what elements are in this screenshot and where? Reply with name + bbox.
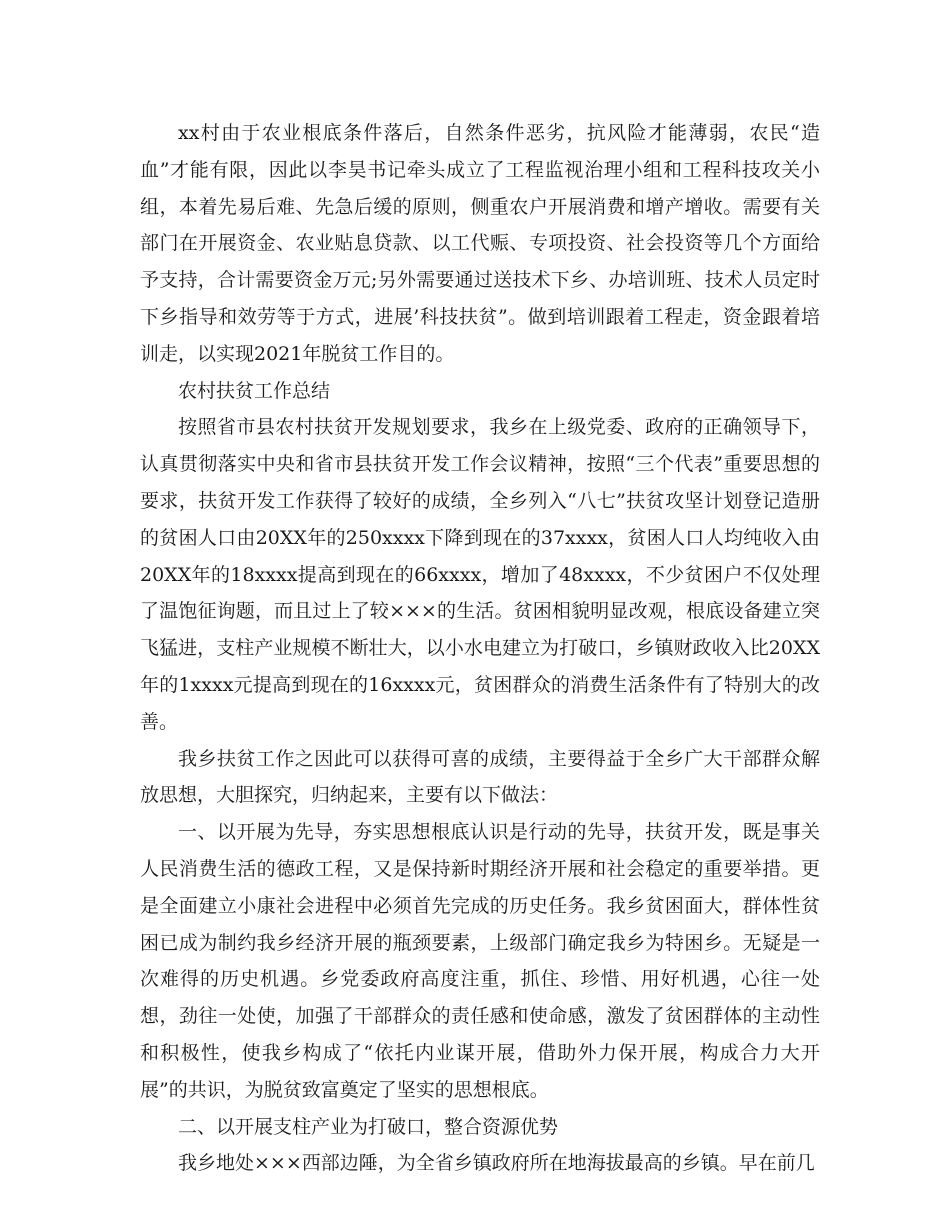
paragraph-village-plan: xx村由于农业根底条件落后，自然条件恶劣，抗风险才能薄弱，农民“造血”才能有限，因此以李昊书记牵头成立了工程监视治理小组和工程科技攻关小组，本着先易后难、先急后缓的原则，侧重农户开展消费和增产增收。需要有关部门在开展资金、农业贴息贷款、以工代赈、专项投资、社会投资等几个方面给予支持，合计需要资金万元;另外需要通过送技术下乡、办培训班、技术人员定时下乡指导和效劳等于方式，进展’科技扶贫”。做到培训跟着工程走，资金跟着培训走，以实现2021年脱贫工作目的。 <box>140 122 820 365</box>
document-body <box>140 115 820 1182</box>
paragraph-point-two-heading: 二、以开展支柱产业为打破口，整合资源优势 <box>178 1115 559 1138</box>
paragraph-geography: 我乡地处×××西部边陲，为全省乡镇政府所在地海拔最高的乡镇。早在前几 <box>178 1152 815 1175</box>
section-heading-summary: 农村扶贫工作总结 <box>178 379 331 402</box>
paragraph-achievements: 按照省市县农村扶贫开发规划要求，我乡在上级党委、政府的正确领导下，认真贯彻落实中央和省市县扶贫开发工作会议精神，按照“三个代表”重要思想的要求，扶贫开发工作获得了较好的成绩，全乡列入“八七”扶贫攻坚计划登记造册的贫困人口由20XX年的250xxxx下降到现在的37xxxx，贫困人口人均纯收入由20XX年的18xxxx提高到现在的66xxxx，增加了48xxxx，不少贫困户不仅处理了温饱征询题，而且过上了较×××的生活。贫困相貌明显改观，根底设备建立突飞猛进，支柱产业规模不断壮大，以小水电建立为打破口，乡镇财政收入比20XX年的1xxxx元提高到现在的16xxxx元，贫困群众的消费生活条件有了特别大的改善。 <box>140 416 820 733</box>
paragraph-point-one: 一、以开展为先导，夯实思想根底认识是行动的先导，扶贫开发，既是事关人民消费生活的德政工程，又是保持新时期经济开展和社会稳定的重要举措。更是全面建立小康社会进程中必须首先完成的历史任务。我乡贫困面大，群体性贫困已成为制约我乡经济开展的瓶颈要素，上级部门确定我乡为特困乡。无疑是一次难得的历史机遇。乡党委政府高度注重，抓住、珍惜、用好机遇，心往一处想，劲往一处使，加强了干部群众的责任感和使命感，激发了贫困群体的主动性和积极性，使我乡构成了“依托内业谋开展，借助外力保开展，构成合力大开展”的共识，为脱贫致富奠定了坚实的思想根底。 <box>140 821 820 1101</box>
paragraph-methods-intro: 我乡扶贫工作之因此可以获得可喜的成绩，主要得益于全乡广大干部群众解放思想，大胆探究，归纳起来，主要有以下做法： <box>140 747 820 807</box>
